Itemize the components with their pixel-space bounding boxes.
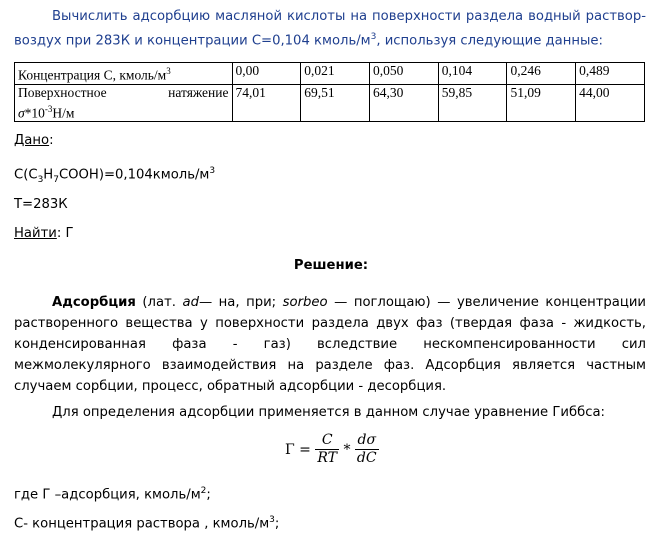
given-l1-s1: 3 <box>37 175 44 186</box>
table-cell: 0,246 <box>507 63 576 85</box>
where2-a: С- концентрация раствора , кмоль/м <box>14 516 270 532</box>
problem-tail: , используя следующие данные: <box>376 33 603 49</box>
row2-mid: *10 <box>24 105 45 120</box>
p1-sorbeo: sorbeo <box>282 295 328 310</box>
row1-label: Концентрация С, кмоль/м <box>18 67 167 83</box>
p1-c: — поглощаю) — увеличение концентрации растворенного вещества у поверхности раздела двух фаз (твердая фаза - жидкость, конденсированная фаза - газ) вследствие нескомпенсированности сил межмолекулярного взаимодействия на разделе фаз. Адсорбция является частным случаем сорбции, процесс, обратный адсорбции - десорбция. <box>14 295 646 394</box>
problem-sup: 3 <box>370 32 377 42</box>
formula-num1: C <box>315 432 339 450</box>
table-cell: 0,00 <box>232 63 301 85</box>
problem-text: Вычислить адсорбцию масляной кислоты на поверхности раздела водный раствор- воздух при 283К и концентрации С=0,104 кмоль/м <box>14 9 646 49</box>
given-l1-b: Н <box>43 167 54 183</box>
p1-a: (лат. <box>135 295 183 310</box>
p1-ad: ad <box>182 295 199 310</box>
row2-unit: Н/м <box>52 105 75 120</box>
table-row-header <box>15 63 233 85</box>
table-cell: 0,021 <box>301 63 370 85</box>
where-adsorption <box>14 486 211 502</box>
given-l1-c: СООН)=0,104кмоль/м <box>58 167 210 183</box>
where1-b: ; <box>206 487 211 503</box>
adsorption-term: Адсорбция <box>52 295 136 310</box>
where-concentration <box>14 515 279 531</box>
where1-sup: 2 <box>200 486 207 496</box>
adsorption-paragraph <box>14 292 646 397</box>
given-temperature: Т=283К <box>14 197 68 212</box>
sigma-symbol: σ <box>18 105 25 120</box>
given-title: Дано <box>14 133 50 148</box>
table-cell: 44,00 <box>576 84 645 122</box>
row2-sup: -3 <box>44 103 53 114</box>
where2-sup: 3 <box>269 515 275 525</box>
formula-den1: RT <box>317 450 337 466</box>
gibbs-equation <box>285 432 379 467</box>
formula-times: * <box>343 441 351 458</box>
gibbs-intro: Для определения адсорбции применяется в данном случае уравнение Гиббса: <box>52 405 605 420</box>
table-row <box>15 63 645 85</box>
table-cell: 74,01 <box>232 84 301 122</box>
row2-label-a: Поверхностное натяжение <box>18 84 229 100</box>
formula-den2: dC <box>356 450 377 466</box>
formula-lhs: Γ = <box>285 441 311 458</box>
table-row-header <box>15 84 233 122</box>
table-cell: 69,51 <box>301 84 370 122</box>
fraction-dsigma-dc <box>355 432 379 467</box>
table-cell: 0,489 <box>576 63 645 85</box>
where2-b: ; <box>274 516 280 532</box>
p1-b: — на, при; <box>198 295 283 310</box>
problem-statement <box>14 6 646 51</box>
where1-a: где Г –адсорбция, кмоль/м <box>14 487 201 503</box>
given-colon: : <box>49 133 54 148</box>
data-table <box>14 62 645 122</box>
table-cell: 0,104 <box>438 63 507 85</box>
table-cell: 0,050 <box>369 63 438 85</box>
row2-label-b <box>18 101 229 122</box>
table-cell: 59,85 <box>438 84 507 122</box>
solution-heading: Решение: <box>293 258 369 273</box>
formula-num2: dσ <box>355 432 379 450</box>
table-cell: 64,30 <box>369 84 438 122</box>
find-line <box>14 226 74 241</box>
given-l1-s2: 7 <box>53 175 59 186</box>
given-title-line <box>14 133 54 148</box>
find-value: : Г <box>56 226 74 241</box>
find-title: Найти <box>14 226 57 241</box>
fraction-c-rt <box>315 432 339 467</box>
given-l1-sup: 3 <box>209 166 216 176</box>
row1-sup: 3 <box>166 66 171 76</box>
given-l1-a: С(С <box>14 167 38 183</box>
given-concentration <box>14 166 215 185</box>
table-cell: 51,09 <box>507 84 576 122</box>
table-row <box>15 84 645 122</box>
